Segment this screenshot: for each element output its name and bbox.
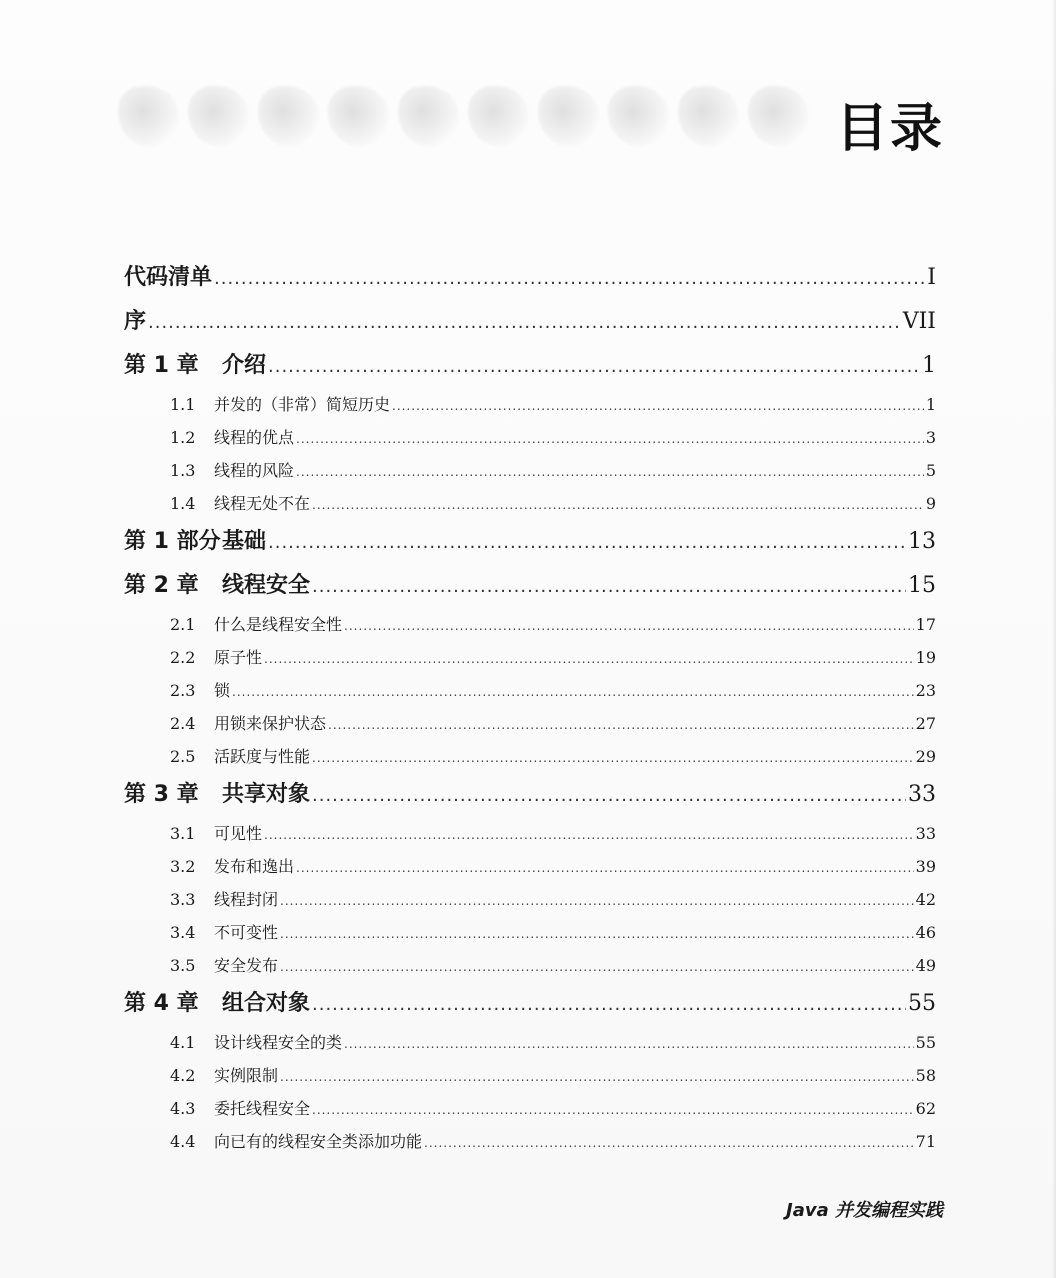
toc-chapter-row[interactable] <box>124 254 936 298</box>
toc-section-row[interactable] <box>124 672 936 705</box>
toc-leader-dots <box>268 532 906 553</box>
calligraphy-glyph <box>398 86 460 148</box>
toc-chapter-row[interactable] <box>124 518 936 562</box>
table-of-contents <box>124 254 936 1156</box>
toc-page-number: 71 <box>915 1132 936 1151</box>
toc-leader-dots <box>312 1103 914 1117</box>
toc-entry-label <box>124 777 310 808</box>
toc-page-number: 62 <box>915 1099 936 1118</box>
toc-entry-label <box>170 425 294 448</box>
toc-entry-label <box>124 260 212 291</box>
toc-entry-number: 2.2 <box>170 648 196 667</box>
toc-leader-dots <box>232 685 914 699</box>
toc-page-number: 27 <box>915 714 936 733</box>
toc-entry-title: 线程封闭 <box>214 890 279 909</box>
toc-entry-number: 3.5 <box>170 956 196 975</box>
toc-entry-label <box>170 744 310 767</box>
toc-entry-number: 4.4 <box>170 1132 196 1151</box>
toc-entry-title: 委托线程安全 <box>214 1099 311 1118</box>
toc-page-number: 3 <box>925 428 936 447</box>
toc-leader-dots <box>280 960 914 974</box>
toc-entry-number: 4.2 <box>170 1066 196 1085</box>
toc-entry-number: 4.3 <box>170 1099 196 1118</box>
toc-page-number: 49 <box>915 956 936 975</box>
toc-section-row[interactable] <box>124 815 936 848</box>
toc-page-number: 1 <box>925 395 936 414</box>
toc-page-number: 55 <box>908 991 936 1016</box>
toc-entry-number: 第 2 章 <box>124 573 199 598</box>
toc-entry-number: 1.2 <box>170 428 196 447</box>
toc-entry-title: 活跃度与性能 <box>214 747 311 766</box>
calligraphy-glyph <box>468 86 530 148</box>
toc-entry-label <box>170 458 294 481</box>
toc-leader-dots <box>296 432 924 446</box>
toc-entry-title: 实例限制 <box>214 1066 279 1085</box>
toc-chapter-row[interactable] <box>124 298 936 342</box>
toc-leader-dots <box>280 1070 914 1084</box>
toc-section-row[interactable] <box>124 848 936 881</box>
toc-entry-title: 线程安全 <box>222 573 311 598</box>
toc-leader-dots <box>312 498 924 512</box>
toc-entry-number: 2.1 <box>170 615 196 634</box>
toc-section-row[interactable] <box>124 914 936 947</box>
toc-entry-label <box>170 1129 422 1152</box>
toc-entry-title: 用锁来保护状态 <box>214 714 327 733</box>
toc-leader-dots <box>296 861 914 875</box>
toc-page-number: 1 <box>922 353 936 378</box>
toc-leader-dots <box>280 927 914 941</box>
toc-entry-label <box>124 568 310 599</box>
calligraphy-glyph <box>538 86 600 148</box>
decorative-calligraphy-strip <box>118 82 838 152</box>
toc-page-number: 23 <box>915 681 936 700</box>
toc-page-number: VII <box>902 309 936 334</box>
toc-leader-dots <box>264 652 914 666</box>
toc-entry-title: 线程的风险 <box>214 461 295 480</box>
toc-section-row[interactable] <box>124 881 936 914</box>
toc-leader-dots <box>392 399 924 413</box>
toc-entry-label <box>124 986 310 1017</box>
toc-page-number: I <box>927 265 936 290</box>
toc-entry-title: 安全发布 <box>214 956 279 975</box>
toc-page-number: 55 <box>915 1033 936 1052</box>
toc-entry-number: 2.4 <box>170 714 196 733</box>
toc-entry-title: 不可变性 <box>214 923 279 942</box>
toc-entry-label <box>124 304 146 335</box>
toc-entry-label <box>170 821 262 844</box>
toc-page-number: 13 <box>908 529 936 554</box>
toc-page-number: 33 <box>915 824 936 843</box>
toc-page-number: 17 <box>915 615 936 634</box>
toc-entry-label <box>170 1030 342 1053</box>
toc-entry-title: 发布和逸出 <box>214 857 295 876</box>
toc-page-number: 58 <box>915 1066 936 1085</box>
toc-entry-title: 可见性 <box>214 824 263 843</box>
toc-entry-title: 并发的（非常）简短历史 <box>214 395 391 414</box>
toc-entry-label <box>170 612 342 635</box>
toc-entry-title: 锁 <box>214 681 231 700</box>
toc-leader-dots <box>268 356 920 377</box>
toc-entry-number: 第 1 章 <box>124 353 199 378</box>
toc-section-row[interactable] <box>124 386 936 419</box>
calligraphy-glyph <box>188 86 250 148</box>
toc-entry-label <box>170 854 294 877</box>
toc-leader-dots <box>312 576 906 597</box>
toc-leader-dots <box>280 894 914 908</box>
toc-page-number: 29 <box>915 747 936 766</box>
toc-entry-label <box>170 887 278 910</box>
toc-entry-number: 3.1 <box>170 824 196 843</box>
toc-page-number: 19 <box>915 648 936 667</box>
toc-entry-label <box>170 953 278 976</box>
toc-entry-number: 2.5 <box>170 747 196 766</box>
toc-chapter-row[interactable] <box>124 771 936 815</box>
calligraphy-glyph <box>258 86 320 148</box>
toc-section-row[interactable] <box>124 639 936 672</box>
toc-page-number: 9 <box>925 494 936 513</box>
toc-entry-number: 序 <box>124 309 147 334</box>
toc-entry-title: 原子性 <box>214 648 263 667</box>
toc-page-number: 15 <box>908 573 936 598</box>
toc-section-row[interactable] <box>124 452 936 485</box>
toc-entry-number: 1.1 <box>170 395 196 414</box>
toc-page-number: 46 <box>915 923 936 942</box>
toc-page-number: 39 <box>915 857 936 876</box>
toc-leader-dots <box>264 828 914 842</box>
toc-section-row[interactable] <box>124 1123 936 1156</box>
toc-section-row[interactable] <box>124 1090 936 1123</box>
toc-entry-number: 3.3 <box>170 890 196 909</box>
toc-entry-number: 1.4 <box>170 494 196 513</box>
toc-section-row[interactable] <box>124 738 936 771</box>
toc-leader-dots <box>424 1136 914 1150</box>
toc-leader-dots <box>312 994 906 1015</box>
toc-entry-label <box>170 920 278 943</box>
toc-section-row[interactable] <box>124 1024 936 1057</box>
toc-entry-label <box>170 491 310 514</box>
calligraphy-glyph <box>678 86 740 148</box>
toc-entry-label <box>124 348 266 379</box>
calligraphy-glyph <box>608 86 670 148</box>
toc-entry-title: 线程无处不在 <box>214 494 311 513</box>
toc-entry-title: 介绍 <box>222 353 267 378</box>
toc-page-number: 42 <box>915 890 936 909</box>
toc-entry-number: 第 3 章 <box>124 782 199 807</box>
toc-leader-dots <box>344 1037 914 1051</box>
toc-section-row[interactable] <box>124 705 936 738</box>
calligraphy-glyph <box>328 86 390 148</box>
toc-leader-dots <box>312 785 906 806</box>
toc-leader-dots <box>344 619 914 633</box>
toc-section-row[interactable] <box>124 947 936 980</box>
toc-entry-number: 2.3 <box>170 681 196 700</box>
calligraphy-glyph <box>118 86 180 148</box>
toc-entry-title: 共享对象 <box>222 782 311 807</box>
toc-leader-dots <box>214 268 925 289</box>
toc-entry-title: 线程的优点 <box>214 428 295 447</box>
toc-entry-number: 第 4 章 <box>124 991 199 1016</box>
page-title: 目录 <box>836 99 945 159</box>
toc-entry-number: 4.1 <box>170 1033 196 1052</box>
toc-leader-dots <box>328 718 914 732</box>
page-edge-shadow <box>1052 0 1056 1278</box>
toc-entry-label <box>170 1063 278 1086</box>
page-footer: Java 并发编程实践 <box>786 1200 943 1221</box>
toc-entry-label <box>170 392 390 415</box>
toc-entry-number: 3.4 <box>170 923 196 942</box>
toc-page-number: 33 <box>908 782 936 807</box>
toc-leader-dots <box>296 465 924 479</box>
toc-entry-label <box>170 711 326 734</box>
calligraphy-glyph <box>748 86 810 148</box>
toc-chapter-row[interactable] <box>124 980 936 1024</box>
toc-section-row[interactable] <box>124 606 936 639</box>
toc-section-row[interactable] <box>124 1057 936 1090</box>
toc-entry-title: 什么是线程安全性 <box>214 615 343 634</box>
toc-entry-title: 向已有的线程安全类添加功能 <box>214 1132 423 1151</box>
toc-entry-number: 第 1 部分 <box>124 529 221 554</box>
toc-page-number: 5 <box>925 461 936 480</box>
toc-entry-number: 代码清单 <box>124 265 213 290</box>
toc-chapter-row[interactable] <box>124 342 936 386</box>
toc-entry-label <box>124 524 266 555</box>
toc-leader-dots <box>148 312 901 333</box>
toc-entry-title: 组合对象 <box>222 991 311 1016</box>
toc-entry-label <box>170 678 230 701</box>
toc-entry-number: 1.3 <box>170 461 196 480</box>
toc-entry-title: 设计线程安全的类 <box>214 1033 343 1052</box>
toc-leader-dots <box>312 751 914 765</box>
toc-section-row[interactable] <box>124 485 936 518</box>
toc-entry-number: 3.2 <box>170 857 196 876</box>
toc-chapter-row[interactable] <box>124 562 936 606</box>
toc-entry-label <box>170 645 262 668</box>
toc-entry-title: 基础 <box>222 529 267 554</box>
toc-section-row[interactable] <box>124 419 936 452</box>
toc-entry-label <box>170 1096 310 1119</box>
